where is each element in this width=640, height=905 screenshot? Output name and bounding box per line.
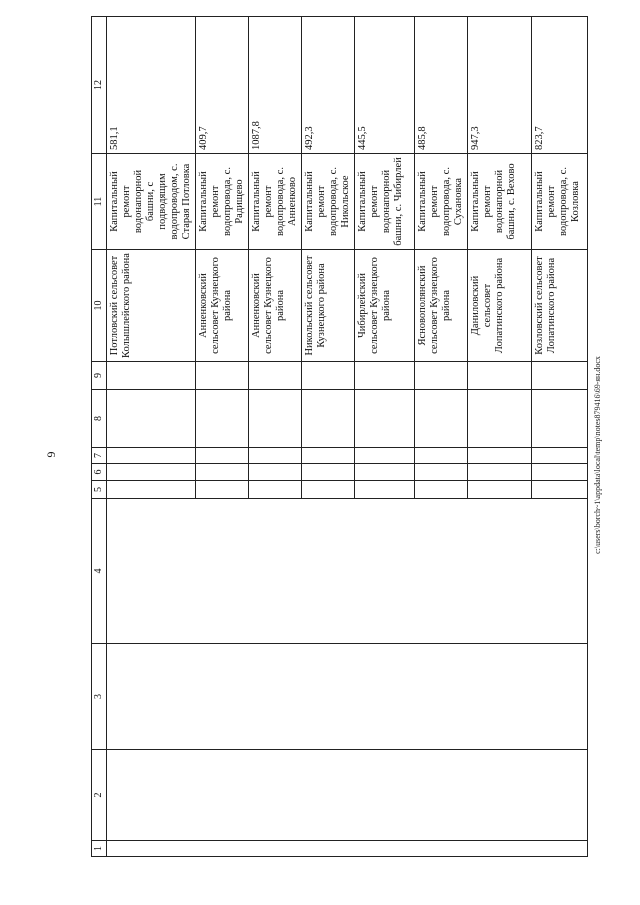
work-cell: Капитальный ремонт водонапорной башни, с. Вехово (468, 154, 532, 250)
table-cell (107, 390, 196, 448)
council-cell: Анненковский сельсовет Кузнецкого района (249, 250, 302, 362)
table-cell (468, 464, 532, 481)
table-cell (415, 390, 468, 448)
column-header: 8 (92, 390, 107, 448)
table-cell (249, 362, 302, 390)
column-header: 1 (92, 841, 107, 857)
amount-cell: 581,1 (107, 17, 196, 154)
council-cell: Анненковский сельсовет Кузнецкого района (196, 250, 249, 362)
table-cell (415, 481, 468, 499)
table-cell (532, 448, 588, 464)
amount-cell: 409,7 (196, 17, 249, 154)
table-cell (107, 499, 588, 644)
table-cell (249, 448, 302, 464)
table-cell (302, 362, 355, 390)
table-cell (468, 448, 532, 464)
amount-cell: 445,5 (355, 17, 415, 154)
column-header: 9 (92, 362, 107, 390)
table-cell (355, 448, 415, 464)
table-cell (415, 448, 468, 464)
council-cell: Никольский сельсовет Кузнецкого района (302, 250, 355, 362)
table-cell (107, 362, 196, 390)
table-cell (107, 644, 588, 750)
table-cell (532, 464, 588, 481)
table-cell (196, 390, 249, 448)
table-cell (196, 448, 249, 464)
amount-cell: 823,7 (532, 17, 588, 154)
table-container (91, 17, 581, 857)
footer-file-path: c:\users\borch~1\appdata\local\temp\notes879416\69-ян.docx (593, 356, 602, 554)
table-cell (302, 481, 355, 499)
table-cell (468, 481, 532, 499)
table-cell (302, 448, 355, 464)
table-cell (302, 464, 355, 481)
council-cell: Потловский сельсовет Колышлейского района (107, 250, 196, 362)
table-cell (468, 362, 532, 390)
table-cell (415, 362, 468, 390)
amount-cell: 492,3 (302, 17, 355, 154)
table-cell (249, 390, 302, 448)
table-cell (196, 362, 249, 390)
work-cell: Капитальный ремонт водонапорной башни, с. Чибирлей (355, 154, 415, 250)
table-cell (532, 481, 588, 499)
column-header: 4 (92, 499, 107, 644)
table-cell (107, 750, 588, 841)
table-cell (355, 481, 415, 499)
amount-cell: 485,8 (415, 17, 468, 154)
column-header: 2 (92, 750, 107, 841)
column-header: 6 (92, 464, 107, 481)
table-cell (532, 362, 588, 390)
table-cell (249, 481, 302, 499)
table-cell (107, 481, 196, 499)
data-table (91, 16, 588, 857)
table-cell (415, 464, 468, 481)
header-row (92, 17, 107, 857)
table-cell (249, 464, 302, 481)
column-header: 3 (92, 644, 107, 750)
column-header: 5 (92, 481, 107, 499)
council-cell: Козловский сельсовет Лопатинского района (532, 250, 588, 362)
work-cell: Капитальный ремонт водопровода, с. Козловка (532, 154, 588, 250)
work-cell: Капитальный ремонт водопровода, с. Сухановка (415, 154, 468, 250)
table-cell (355, 390, 415, 448)
page-number: 6 (44, 451, 59, 458)
table-cell (107, 841, 588, 857)
work-cell: Капитальный ремонт водопровода, с. Радищево (196, 154, 249, 250)
table-cell (107, 448, 196, 464)
table-cell (355, 362, 415, 390)
column-header: 7 (92, 448, 107, 464)
table-cell (302, 390, 355, 448)
table-cell (196, 481, 249, 499)
council-cell: Чибирлейский сельсовет Кузнецкого района (355, 250, 415, 362)
table-cell (532, 390, 588, 448)
council-cell: Даниловский сельсовет Лопатинского района (468, 250, 532, 362)
column-header: 12 (92, 17, 107, 154)
table-row (107, 17, 196, 857)
table-cell (107, 464, 196, 481)
table-cell (355, 464, 415, 481)
column-header: 10 (92, 250, 107, 362)
amount-cell: 947,3 (468, 17, 532, 154)
column-header: 11 (92, 154, 107, 250)
table-cell (196, 464, 249, 481)
work-cell: Капитальный ремонт водопровода, с. Никольское (302, 154, 355, 250)
rotated-table-wrapper (91, 17, 581, 857)
amount-cell: 1087,8 (249, 17, 302, 154)
work-cell: Капитальный ремонт водонапорной башни, с подводящим водопроводом, с. Старая Потловка (107, 154, 196, 250)
work-cell: Капитальный ремонт водопровода, с. Анненково (249, 154, 302, 250)
table-cell (468, 390, 532, 448)
council-cell: Ясновополянский сельсовет Кузнецкого района (415, 250, 468, 362)
